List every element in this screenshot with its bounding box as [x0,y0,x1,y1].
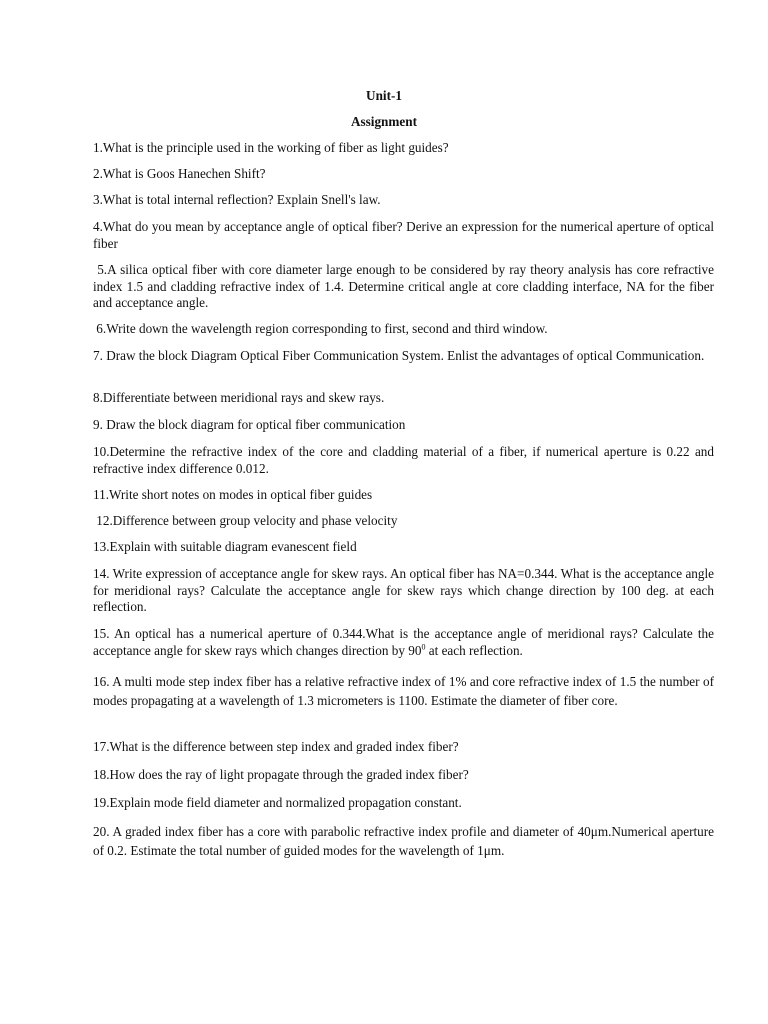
question-2: 2.What is Goos Hanechen Shift? [93,166,266,181]
question-15-superscript: 0 [421,642,426,652]
question-15-text: 15. An optical has a numerical aperture of 0.344.What is the acceptance angle of meridional rays? Calculate the acceptance angle for skew rays which changes direction by 90 [93,626,714,658]
question-12: 12.Difference between group velocity and phase velocity [93,513,398,528]
question-1: 1.What is the principle used in the working of fiber as light guides? [93,140,449,155]
question-18: 18.How does the ray of light propagate through the graded index fiber? [93,767,469,782]
question-7: 7. Draw the block Diagram Optical Fiber Communication System. Enlist the advantages of optical Communication. [93,348,705,363]
question-17: 17.What is the difference between step index and graded index fiber? [93,739,459,754]
question-4: 4.What do you mean by acceptance angle of optical fiber? Derive an expression for the numerical aperture of optical fiber [93,219,714,251]
question-16: 16. A multi mode step index fiber has a relative refractive index of 1% and core refractive index of 1.5 the number of modes propagating at a wavelength of 1.3 micrometers is 1100. Estimate the diameter of fiber core. [93,674,714,708]
question-11: 11.Write short notes on modes in optical fiber guides [93,487,373,502]
question-6: 6.Write down the wavelength region corresponding to first, second and third window. [93,321,548,336]
question-13: 13.Explain with suitable diagram evanescent field [93,539,357,554]
question-8: 8.Differentiate between meridional rays and skew rays. [93,390,385,405]
question-5: 5.A silica optical fiber with core diameter large enough to be considered by ray theory analysis has core refractive index 1.5 and cladding refractive index of 1.4. Determine critical angle at core cladding interface, NA for the fiber and acceptance angle. [93,262,718,310]
question-14: 14. Write expression of acceptance angle for skew rays. An optical fiber has NA=0.344. What is the acceptance angle for meridional rays? Calculate the acceptance angle for skew rays which change direction by 100 deg. at each reflection. [93,566,714,614]
question-15-text-end: at each reflection. [425,642,523,658]
question-10: 10.Determine the refractive index of the core and cladding material of a fiber, if numerical aperture is 0.22 and refractive index difference 0.012. [93,444,714,476]
question-9: 9. Draw the block diagram for optical fiber communication [93,417,406,432]
question-20: 20. A graded index fiber has a core with parabolic refractive index profile and diameter of 40μm.Numerical aperture of 0.2. Estimate the total number of guided modes for the wavelength of 1μm. [93,824,714,858]
question-15 [93,626,714,659]
unit-title: Unit-1 [366,88,402,103]
assignment-heading: Assignment [351,114,417,129]
question-19: 19.Explain mode field diameter and normalized propagation constant. [93,795,462,810]
question-3: 3.What is total internal reflection? Explain Snell's law. [93,192,381,207]
